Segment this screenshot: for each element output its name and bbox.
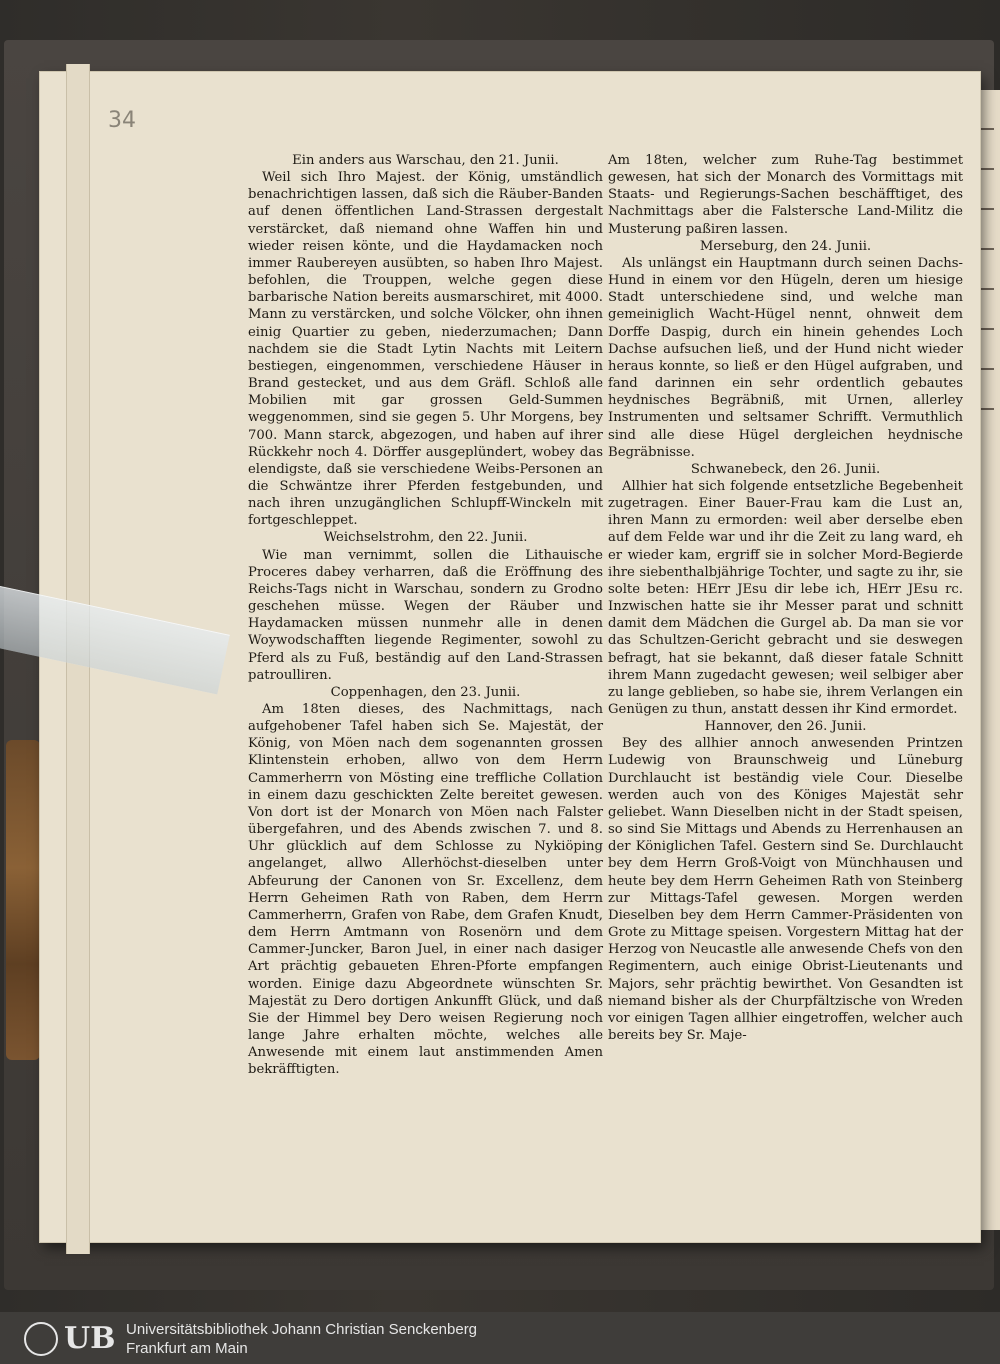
ub-seal-icon <box>24 1322 58 1356</box>
article-dateline: Schwanebeck, den 26. Junii. <box>690 461 881 477</box>
ub-logo-text: UB <box>64 1321 116 1356</box>
leather-binding <box>6 740 40 1060</box>
article-dateline: Coppenhagen, den 23. Junii. <box>330 684 521 700</box>
right-column <box>608 152 963 1044</box>
article-dateline: Hannover, den 26. Junii. <box>704 719 867 735</box>
article-continuation: Am 18ten, welcher zum Ruhe-Tag bestimmet gewesen, hat sich der Monarch des Vormittags mit Staats- und Regierungs-Sachen beschäfftiget, des Nachmittags aber die Falstersche Land-Militz die Musterung paßiren lassen. <box>608 153 963 237</box>
article-paragraph: Allhier hat sich folgende entsetzliche Begebenheit zugetragen. Einer Bauer-Frau kam die Lust an, ihren Mann zu ermorden: weil aber derselbe eben auf dem Felde war und ihr die Zeit zu lang ward, eh er wieder kam, ergriff sie in solcher Mord-Begierde ihre siebenthalbjährige Tochter, und sagte zu ihr, sie solte beten: HErr JEsu dir lebe ich, HErr JEsu rc. Inzwischen hatte sie ihr Messer parat und schnitt damit dem Mädchen die Gurgel ab. Da man sie vor das Schultzen-Gericht gebracht und sie deswegen befragt, hat sie bekannt, daß dieser fatale Schnitt ihrem Mann zugedacht gewesen; weil selbiger aber zu lange geblieben, so habe sie, ihrem Verlangen ein Genügen zu thun, anstatt dessen ihr Kind ermordet. <box>608 478 963 717</box>
institution-line-2: Frankfurt am Main <box>126 1340 248 1357</box>
pencil-page-number: 34 <box>108 108 136 133</box>
article-paragraph: Bey des allhier annoch anwesenden Printzen Ludewig von Braunschweig und Lüneburg Durchlaucht ist beständig viele Cour. Dieselbe werden auch von des Königes Majestät sehr geliebet. Wann Dieselben nicht in der Stadt speisen, so sind Sie Mittags und Abends zu Herrenhausen an der Königlichen Tafel. Gestern sind Se. Durchlaucht bey dem Herrn Groß-Voigt von Münchhausen und heute bey dem Herrn Geheimen Rath von Steinberg zur Mittags-Tafel gewesen. Morgen werden Dieselben bey dem Herrn Cammer-Präsidenten von Grote zu Mittage speisen. Vorgestern Mittag hat der Herzog von Neucastle alle anwesende Chefs von den Regimentern, auch einige Obrist-Lieutenants und Majors, sehr prächtig bewirthet. Von Gesandten ist niemand bisher als der Churpfältzische von Wreden vor einigen Tagen allhier eingetroffen, welcher auch bereits bey Sr. Maje- <box>608 736 963 1043</box>
institution-line-1: Universitätsbibliothek Johann Christian Senckenberg <box>126 1321 478 1338</box>
institution-name <box>126 1320 477 1358</box>
article-paragraph: Wie man vernimmt, sollen die Lithauische Proceres dabey verharren, daß die Eröffnung des Reichs-Tags nicht in Warschau, sondern zu Grodno geschehen müsse. Wegen der Räuber und Haydamacken müssen nunmehr alle in denen Woywodschafften liegende Regimenter, sowohl zu Pferd als zu Fuß, beständig auf den Land-Strassen patroulliren. <box>248 547 603 683</box>
left-column <box>248 152 603 1078</box>
article-dateline: Merseburg, den 24. Junii. <box>699 238 872 254</box>
article-paragraph: Als unlängst ein Hauptmann durch seinen Dachs-Hund in einem vor den Hügeln, deren um hiesige Stadt unterschiedene sind, und welche man gemeiniglich Wacht-Hügel nennt, ohnweit dem Dorffe Daspig, durch ein hinein gehendes Loch Dachse aufsuchen ließ, und der Hund nicht wieder heraus konnte, so ließ er den Hügel aufgraben, und fand darinnen ein sehr ordentlich gebautes heydnisches Begräbniß, mit Urnen, allerley Instrumenten und seltsamer Schrifft. Vermuthlich sind alle diese Hügel dergleichen heydnische Begräbnisse. <box>608 255 963 460</box>
article-dateline: Ein anders aus Warschau, den 21. Junii. <box>292 153 559 168</box>
article-paragraph: Weil sich Ihro Majest. der König, umständlich benachrichtigen lassen, daß sich die Räuber-Banden auf denen öffentlichen Land-Strassen dergestalt verstärcket, daß niemand ohne Waffen hin und wieder reisen könte, und die Haydamacken noch immer Raubereyen ausübten, so haben Ihro Majest. befohlen, die Trouppen, welche gegen diese barbarische Nation bereits ausmarschiret, mit 4000. Mann zu verstärcken, und solche Völcker, ohn ihnen einig Quartier zu geben, niederzumachen; Dann nachdem sie die Stadt Lytin Nachts mit Leitern bestiegen, eingenommen, verschiedene Häuser in Brand gestecket, und aus dem Gräfl. Schloß alle Mobilien mit gar grossen Geld-Summen weggenommen, sind sie gegen 5. Uhr Morgens, bey 700. Mann starck, abgezogen, und haben auf ihrer Rückkehr noch 4. Dörffer ausgeplündert, wobey das elendigste, daß sie verschiedene Weibs-Personen an die Schwäntze ihrer Pferden festgebunden, und nach ihren unzugänglichen Schlupff-Winckeln mit fortgeschleppet. <box>248 170 603 529</box>
library-footer <box>0 1312 1000 1364</box>
ub-logo <box>24 1322 120 1356</box>
article-paragraph: Am 18ten dieses, des Nachmittags, nach aufgehobener Tafel haben sich Se. Majestät, der König, von Möen nach dem sogenannten grossen Klintenstein erhoben, allwo von dem Herrn Cammerherrn von Mösting eine treffliche Collation in einem dazu geschickten Zelte bereitet gewesen. Von dort ist der Monarch von Möen nach Falster übergefahren, und des Abends zwischen 7. und 8. Uhr glücklich auf dem Schlosse zu Nykiöping angelanget, allwo Allerhöchst-dieselben unter Abfeurung der Canonen von Sr. Excellenz, dem Herrn Geheimen Rath von Raben, dem Herrn Cammerherrn, Grafen von Rabe, dem Grafen Knudt, dem Herrn Amtmann von Rosenörn und dem Cammer-Juncker, Baron Juel, in einer nach dasiger Art prächtig gebaueten Ehren-Pforte empfangen worden. Einige dazu Abgeordnete wünschten Sr. Majestät zu Dero dortigen Ankunfft Glück, und daß Sie der Himmel bey Dero weisen Regierung noch lange Jahre erhalten möchte, welches alle Anwesende mit einem laut anstimmenden Amen bekräfftigten. <box>248 702 603 1078</box>
article-dateline: Weichselstrohm, den 22. Junii. <box>323 530 528 546</box>
